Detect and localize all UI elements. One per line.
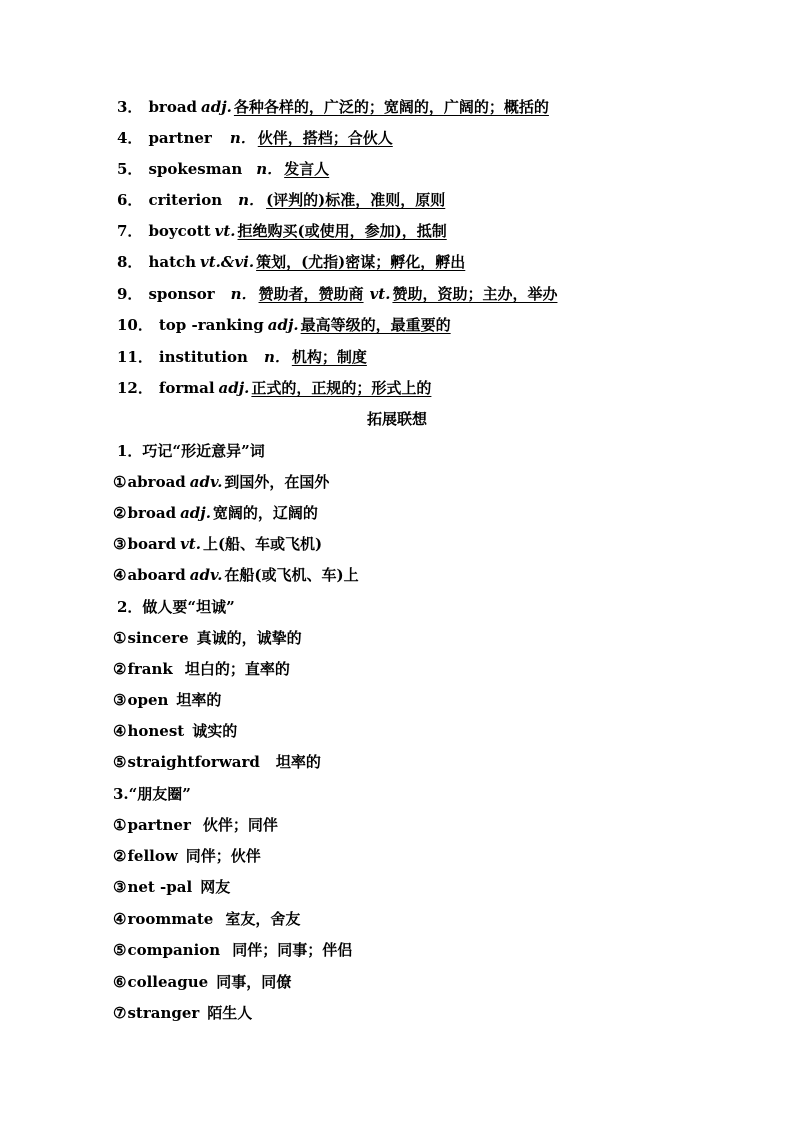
meaning: 坦率的 [275,753,321,771]
item-number: 7． [117,222,143,240]
word: board [127,535,177,553]
vocab-item-7 [117,221,447,241]
vocab-meaning: 发言人 [284,160,330,178]
item-marker: ④ [113,910,127,928]
word: net -pal [127,878,193,896]
group1-heading: 1．巧记“形近意异”词 [117,442,265,460]
vocab-item-4 [117,128,393,148]
word: sincere [127,629,189,647]
part-of-speech: n． [229,129,256,147]
part-of-speech: adj. [267,316,299,334]
item-number: 11． [117,348,153,366]
word: colleague [127,973,209,991]
part-of-speech: vt. [180,535,201,553]
meaning: 同事，同僚 [216,973,292,991]
meaning: 到国外，在国外 [224,473,330,491]
part-of-speech: n． [238,191,265,209]
meaning: 坦白的；直率的 [184,660,290,678]
meaning: 宽阔的，辽阔的 [212,504,318,522]
group3-item-1 [113,815,278,835]
meaning: 同伴；伙伴 [185,847,261,865]
group1-item-3 [113,534,322,554]
group3-item-4 [113,909,300,929]
word: honest [127,722,185,740]
group2-item-4 [113,721,237,741]
item-marker: ① [113,629,127,647]
vocab-meaning: 最高等级的，最重要的 [300,316,451,334]
part-of-speech: vt.&vi. [200,253,255,271]
item-marker: ③ [113,535,127,553]
vocab-meaning: 伙伴，搭档；合伙人 [257,129,393,147]
part-of-speech-2: vt. [369,285,391,303]
part-of-speech: adv. [189,473,223,491]
vocab-word: broad [148,98,198,116]
vocab-word: top -ranking [158,316,264,334]
group1-item-4 [113,565,359,585]
item-marker: ⑤ [113,941,127,959]
part-of-speech: adj. [180,504,211,522]
group2-item-3 [113,690,221,710]
item-marker: ③ [113,691,127,709]
vocab-item-6 [117,190,445,210]
vocab-item-12 [117,378,431,398]
vocab-word: hatch [148,253,197,271]
word: fellow [127,847,178,865]
item-number: 4． [117,129,143,147]
section-title: 拓展联想 [366,410,427,428]
vocab-word: spokesman [148,160,243,178]
meaning: 诚实的 [192,722,238,740]
word: roommate [127,910,214,928]
group3-item-6 [113,972,291,992]
meaning: 伙伴；同伴 [202,816,278,834]
item-marker: ④ [113,566,127,584]
group3-item-3 [113,877,230,897]
meaning: 在船(或飞机、车)上 [224,566,359,584]
part-of-speech: n． [256,160,283,178]
item-marker: ① [113,473,127,491]
item-number: 5． [117,160,143,178]
group3-heading: 3.“朋友圈” [113,785,191,803]
meaning: 室友，舍友 [225,910,301,928]
item-number: 8． [117,253,143,271]
vocab-word: formal [158,379,215,397]
item-number: 12． [117,379,153,397]
group1-item-2 [113,503,318,523]
item-marker: ⑥ [113,973,127,991]
vocab-item-11 [117,347,367,367]
vocab-item-9 [117,284,557,304]
item-marker: ④ [113,722,127,740]
group3-item-5 [113,940,352,960]
word: aboard [127,566,186,584]
group2-item-5 [113,752,321,772]
vocab-item-10 [117,315,451,335]
item-marker: ⑤ [113,753,127,771]
meaning: 网友 [200,878,231,896]
item-number: 10． [117,316,153,334]
vocab-item-3 [117,97,549,117]
group3-item-2 [113,846,261,866]
item-number: 6． [117,191,143,209]
vocab-meaning-2: 赞助，资助；主办，举办 [392,285,558,303]
word: partner [127,816,191,834]
vocab-word: institution [158,348,248,366]
vocab-word: criterion [148,191,223,209]
meaning: 上(船、车或飞机) [202,535,323,553]
vocab-meaning: 正式的，正规的；形式上的 [251,379,432,397]
vocab-word: partner [148,129,212,147]
vocab-meaning: 机构；制度 [291,348,367,366]
word: straightforward [127,753,260,771]
meaning: 同伴；同事；伴侣 [232,941,353,959]
group1-item-1 [113,472,329,492]
word: companion [127,941,221,959]
part-of-speech: n． [230,285,257,303]
item-marker: ③ [113,878,127,896]
word: abroad [127,473,186,491]
meaning: 坦率的 [176,691,222,709]
meaning: 真诚的，诚挚的 [196,629,302,647]
item-number: 9． [117,285,143,303]
vocab-item-5 [117,159,329,179]
vocab-meaning: (评判的)标准，准则，原则 [266,191,446,209]
vocab-item-8 [117,252,465,272]
item-marker: ① [113,816,127,834]
item-number: 3． [117,98,143,116]
vocab-meaning: 策划，(尤指)密谋；孵化，孵出 [256,253,466,271]
word: open [127,691,169,709]
group2-item-1 [113,628,302,648]
vocab-meaning: 赞助者，赞助商 [258,285,364,303]
group2-item-2 [113,659,290,679]
part-of-speech: adj. [218,379,250,397]
item-marker: ② [113,660,127,678]
word: frank [127,660,173,678]
meaning: 陌生人 [207,1004,253,1022]
vocab-meaning: 各种各样的，广泛的；宽阔的，广阔的；概括的 [233,98,549,116]
vocab-meaning: 拒绝购买(或使用，参加)，抵制 [237,222,447,240]
part-of-speech: adj. [201,98,232,116]
word: stranger [127,1004,200,1022]
vocab-word: sponsor [148,285,215,303]
word: broad [127,504,177,522]
item-marker: ② [113,504,127,522]
group2-heading: 2．做人要“坦诚” [117,598,235,616]
item-marker: ⑦ [113,1004,127,1022]
group3-item-7 [113,1003,252,1023]
item-marker: ② [113,847,127,865]
part-of-speech: n． [263,348,290,366]
part-of-speech: adv. [189,566,223,584]
vocab-word: boycott [148,222,211,240]
part-of-speech: vt. [214,222,236,240]
